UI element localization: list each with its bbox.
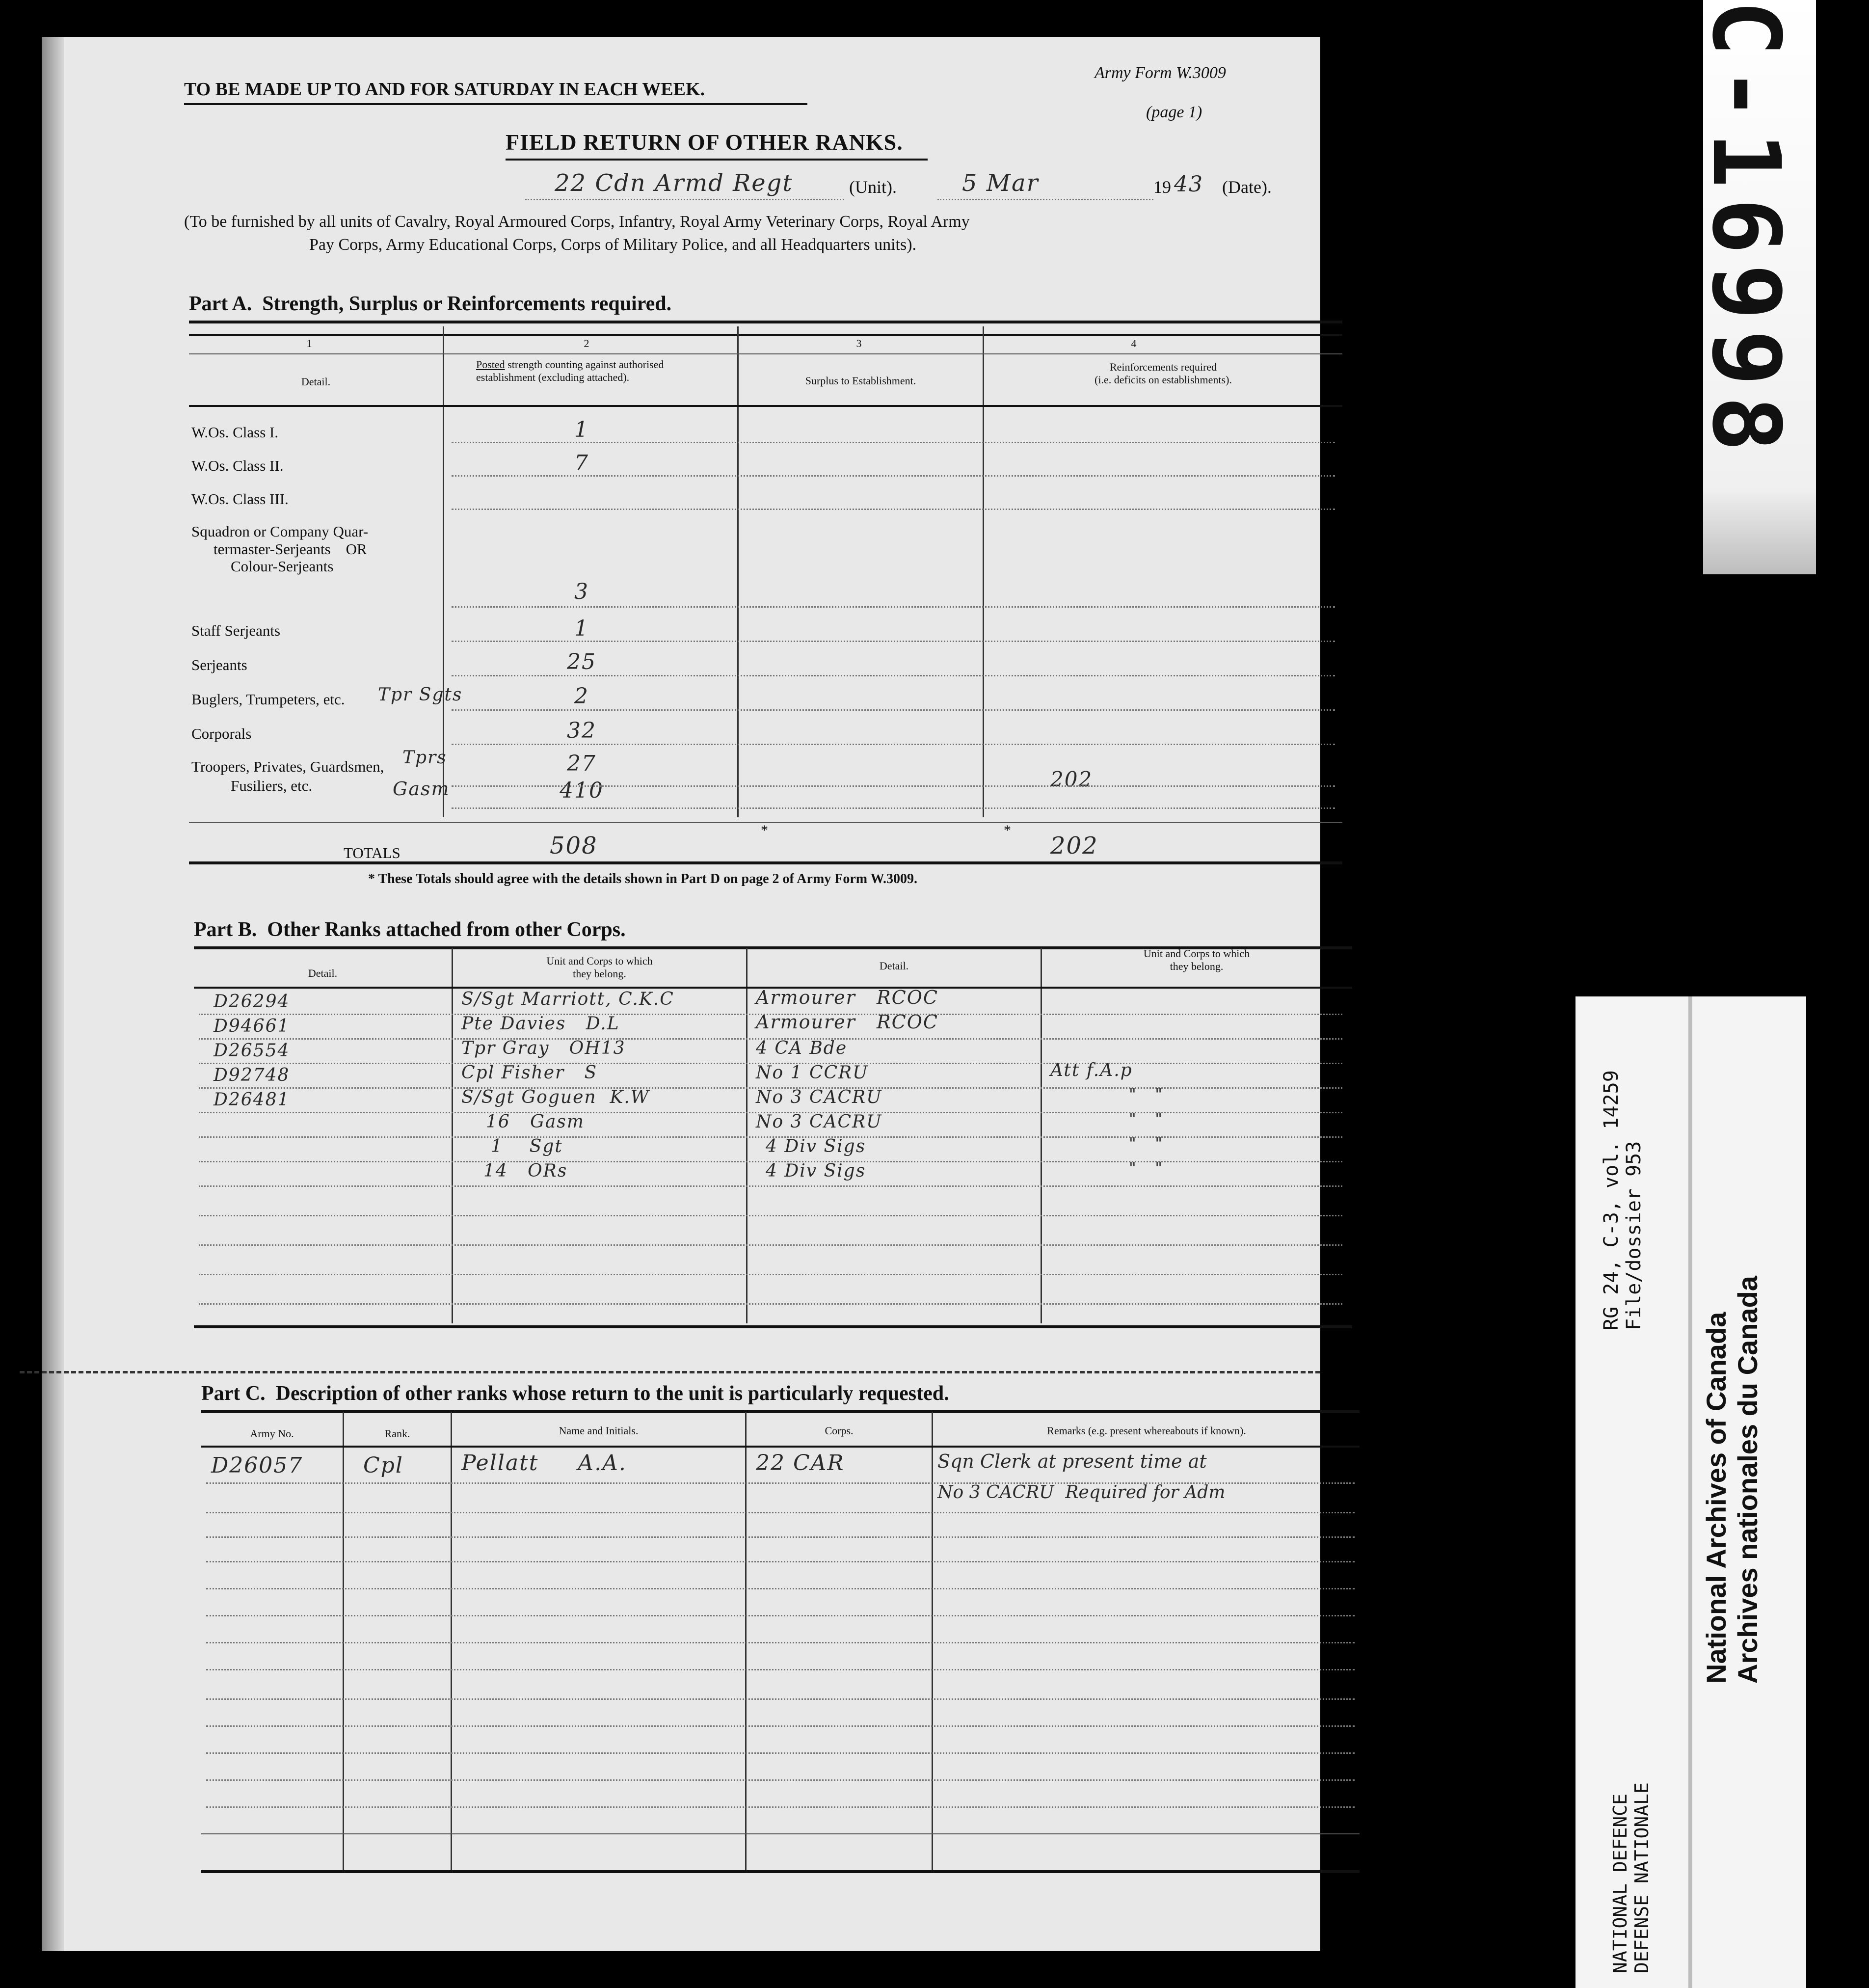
posted-buglers: 2 (574, 684, 589, 709)
row-label-corporals: Corporals (191, 725, 252, 742)
form-title-underline (506, 159, 928, 161)
furnish-note-line-2: Pay Corps, Army Educational Corps, Corps of Military Police, and all Headquarters units). (309, 236, 917, 254)
part-b-rule-9 (199, 1215, 1342, 1216)
posted-corporals: 32 (567, 718, 596, 743)
national-archives-line-2: Archives nationales du Canada (1732, 1276, 1763, 1684)
row-rule-4 (452, 606, 1335, 608)
part-c-rule-6 (206, 1615, 1355, 1616)
part-b-row-1-detail: Armourer RCOC (756, 987, 938, 1008)
part-c-col-remarks: Remarks (e.g. present whereabouts if known). (1047, 1424, 1246, 1437)
row-rule-5 (452, 641, 1335, 642)
part-b-row-5-unit: " " (1129, 1085, 1163, 1103)
row-label-wo-class-1: W.Os. Class I. (191, 424, 279, 441)
row-rule-10 (452, 807, 1335, 809)
part-a-bottom-rule (189, 861, 1342, 864)
row-rule-2 (452, 475, 1335, 477)
part-c-row-1-corps: 22 CAR (756, 1451, 845, 1476)
row-label-qm-line-3: Colour-Serjeants (231, 558, 334, 575)
part-b-row-3-name: Tpr Gray OH13 (461, 1038, 626, 1058)
part-b-row-7-name: 1 Sgt (491, 1136, 563, 1156)
row-rule-6 (452, 675, 1335, 676)
col-number-1: 1 (306, 337, 312, 349)
reference-line-1: RG 24, C-3, vol. 14259 (1600, 1070, 1623, 1330)
part-c-col-divider-3 (745, 1412, 747, 1871)
part-c-rule-14 (201, 1833, 1360, 1834)
part-c-rule-7 (206, 1642, 1355, 1643)
year-prefix: 19 (1153, 177, 1171, 197)
header-instruction: TO BE MADE UP TO AND FOR SATURDAY IN EACH WEEK. (184, 79, 705, 100)
part-b-row-4-unit: Att f.A.p (1050, 1060, 1133, 1080)
totals-posted: 508 (550, 832, 598, 860)
row-rule-8 (452, 744, 1335, 745)
part-a-header-rule (189, 334, 1342, 336)
unit-value: 22 Cdn Armd Regt (555, 169, 793, 197)
part-a-header-bottom-rule (189, 405, 1342, 407)
perforation-line (20, 1371, 1320, 1373)
part-c-rule-9 (206, 1698, 1355, 1700)
part-b-col-detail-2: Detail. (879, 960, 909, 972)
part-b-row-4-no: D92748 (214, 1065, 290, 1085)
part-b-row-8-detail: 4 Div Sigs (766, 1161, 866, 1181)
col-header-reinf-line-2: (i.e. deficits on establishments). (1095, 374, 1232, 386)
row-label-troopers (191, 757, 384, 796)
totals-reinf-star: * (1004, 822, 1011, 838)
part-b-row-1-name: S/Sgt Marriott, C.K.C (461, 989, 674, 1009)
header-instruction-underline (184, 103, 807, 105)
part-b-col-divider-2 (746, 948, 748, 1323)
form-id: Army Form W.3009 (1095, 64, 1226, 82)
part-b-bottom-rule (194, 1325, 1352, 1328)
part-c-col-divider-1 (343, 1412, 344, 1871)
part-b-row-6-unit: " " (1129, 1109, 1163, 1128)
part-b-col-divider-1 (452, 948, 453, 1323)
part-b-col-unit-line-1: Unit and Corps to which (546, 955, 653, 967)
part-c-col-rank: Rank. (384, 1427, 410, 1440)
year-suffix: 43 (1174, 172, 1203, 197)
part-b-row-2-detail: Armourer RCOC (756, 1011, 938, 1033)
unit-dotted-line (525, 199, 844, 200)
part-b-rule-8 (199, 1185, 1342, 1187)
row-label-staff-serjeants: Staff Serjeants (191, 622, 281, 639)
national-defence-text (1610, 1782, 1653, 1973)
part-c-rule-13 (206, 1806, 1355, 1808)
part-c-col-army-no: Army No. (250, 1427, 294, 1440)
posted-qm-serjeants: 3 (574, 579, 589, 604)
part-c-col-corps: Corps. (825, 1424, 854, 1437)
part-c-top-rule (201, 1410, 1360, 1413)
part-c-row-1-army-no: D26057 (211, 1453, 303, 1478)
col-header-posted-word: Posted (476, 358, 505, 371)
posted-troopers-gasm: 410 (560, 778, 604, 803)
part-a-footnote: * These Totals should agree with the details shown in Part D on page 2 of Army Form W.3009. (368, 871, 918, 887)
part-b-row-8-name: 14 ORs (483, 1161, 568, 1181)
row-rule-1 (452, 442, 1335, 443)
posted-wo-class-2: 7 (574, 451, 589, 476)
part-b-rule-12 (199, 1303, 1342, 1305)
part-b-row-4-name: Cpl Fisher S (461, 1063, 598, 1083)
part-c-rule-4 (206, 1561, 1355, 1562)
part-c-rule-2 (206, 1512, 1355, 1513)
frame-number: C-16998 (1692, 0, 1800, 462)
part-c-col-name: Name and Initials. (559, 1424, 639, 1437)
date-value: 5 Mar (962, 169, 1039, 197)
part-b-col-unit-2 (1042, 947, 1351, 973)
national-archives-text (1701, 1276, 1764, 1684)
part-a-heading: Part A. Strength, Surplus or Reinforcements required. (189, 293, 672, 315)
col-number-2: 2 (584, 337, 589, 349)
form-title: FIELD RETURN OF OTHER RANKS. (506, 130, 903, 155)
row-label-wo-class-3: W.Os. Class III. (191, 490, 289, 508)
part-b-row-5-name: S/Sgt Goguen K.W (461, 1087, 650, 1107)
part-c-rule-10 (206, 1725, 1355, 1727)
part-b-col-unit (453, 955, 746, 981)
col-header-reinf-line-1: Reinforcements required (1109, 361, 1217, 373)
col-header-surplus: Surplus to Establishment. (805, 375, 916, 387)
row-label-wo-class-2: W.Os. Class II. (191, 457, 284, 474)
part-c-row-1-name: Pellatt A.A. (461, 1451, 627, 1476)
row-label-serjeants: Serjeants (191, 656, 247, 673)
reinf-troopers: 202 (1050, 767, 1093, 791)
part-c-heading: Part C. Description of other ranks whose return to the unit is particularly requested. (201, 1382, 949, 1405)
posted-staff-serjeants: 1 (574, 616, 589, 641)
part-b-row-8-unit: " " (1129, 1158, 1163, 1177)
national-defence-line-1: NATIONAL DEFENCE (1609, 1793, 1631, 1973)
part-c-rule-5 (206, 1588, 1355, 1589)
part-b-col-unit2-line-1: Unit and Corps to which (1143, 947, 1250, 960)
posted-troopers-tprs: 27 (567, 751, 596, 776)
row-rule-3 (452, 509, 1335, 510)
part-b-row-3-detail: 4 CA Bde (756, 1038, 848, 1058)
part-b-row-5-detail: No 3 CACRU (756, 1087, 882, 1107)
furnish-note-line-1: (To be furnished by all units of Cavalry, Royal Armoured Corps, Infantry, Royal Army Veterinary Corps, Royal Army (184, 213, 970, 231)
page-label: (page 1) (1146, 103, 1202, 121)
part-c-col-divider-4 (932, 1412, 933, 1871)
part-a-col-divider-1 (443, 326, 444, 817)
frame-number-strip (1692, 0, 1816, 574)
part-b-row-5-no: D26481 (214, 1090, 290, 1110)
part-b-rule-11 (199, 1274, 1342, 1275)
part-c-header-rule (201, 1446, 1360, 1448)
row-label-troopers-line-2: Fusiliers, etc. (231, 777, 313, 794)
annot-troopers-tprs: Tprs (402, 748, 447, 768)
row-rule-9 (452, 785, 1335, 787)
col-header-posted (476, 358, 721, 384)
part-c-rule-12 (206, 1779, 1355, 1781)
col-header-reinforcements (984, 361, 1342, 387)
part-c-rule-8 (206, 1669, 1355, 1670)
row-rule-7 (452, 709, 1335, 711)
national-archives-line-1: National Archives of Canada (1701, 1312, 1732, 1684)
totals-surplus-star: * (761, 822, 768, 838)
totals-reinf: 202 (1050, 832, 1098, 860)
reference-line-2: File/dossier 953 (1623, 1141, 1645, 1330)
archives-label-strip (1575, 996, 1806, 1988)
part-b-col-unit2-line-2: they belong. (1170, 960, 1224, 973)
part-b-heading: Part B. Other Ranks attached from other Corps. (194, 918, 626, 941)
part-b-col-divider-3 (1041, 948, 1042, 1323)
row-label-buglers: Buglers, Trumpeters, etc. (191, 691, 345, 708)
col-number-4: 4 (1131, 337, 1137, 349)
totals-label: TOTALS (344, 844, 400, 861)
part-b-row-2-name: Pte Davies D.L (461, 1014, 620, 1034)
part-b-row-2-no: D94661 (214, 1016, 290, 1036)
col-header-detail: Detail. (301, 376, 331, 388)
col-number-rule (189, 353, 1342, 354)
part-a-top-rule (189, 321, 1342, 323)
part-c-row-1-rank: Cpl (363, 1453, 403, 1478)
part-b-row-6-detail: No 3 CACRU (756, 1112, 882, 1132)
part-b-col-unit-line-2: they belong. (573, 967, 626, 980)
part-c-rule-3 (206, 1536, 1355, 1538)
part-b-col-detail: Detail. (308, 967, 338, 979)
row-label-troopers-line-1: Troopers, Privates, Guardsmen, (191, 758, 384, 775)
part-b-row-6-name: 16 Gasm (486, 1112, 585, 1132)
part-b-row-1-no: D26294 (214, 992, 290, 1012)
row-label-qm-line-1: Squadron or Company Quar- (191, 523, 369, 540)
part-b-row-7-unit: " " (1129, 1134, 1163, 1153)
row-label-qm-serjeants (191, 523, 442, 575)
page-edge-shadow (42, 37, 64, 1951)
annot-troopers-gasm: Gasm (393, 778, 450, 800)
annot-buglers: Tpr Sgts (378, 685, 463, 705)
part-c-row-1-remarks-1: Sqn Clerk at present time at (937, 1451, 1207, 1472)
reference-text (1600, 1070, 1645, 1330)
part-b-rule-10 (199, 1244, 1342, 1246)
posted-serjeants: 25 (567, 649, 596, 674)
posted-wo-class-1: 1 (574, 417, 589, 442)
part-b-row-7-detail: 4 Div Sigs (766, 1136, 866, 1156)
date-label: (Date). (1222, 177, 1272, 197)
label-strip-divider (1688, 996, 1692, 1988)
row-label-qm-line-2: termaster-Serjeants OR (214, 540, 367, 558)
part-b-row-4-detail: No 1 CCRU (756, 1063, 869, 1083)
date-dotted-line (937, 199, 1153, 200)
part-b-row-3-no: D26554 (214, 1041, 290, 1061)
part-c-row-1-remarks-2: No 3 CACRU Required for Adm (937, 1482, 1226, 1503)
col-header-posted-rest: strength counting against authorised establishment (excluding attached). (476, 358, 664, 384)
national-defence-line-2: DEFENSE NATIONALE (1630, 1782, 1653, 1973)
part-c-col-divider-2 (451, 1412, 452, 1871)
col-number-3: 3 (856, 337, 862, 349)
form-page (64, 37, 1320, 1951)
unit-label: (Unit). (849, 177, 897, 197)
part-c-rule-11 (206, 1752, 1355, 1754)
part-c-bottom-rule (201, 1870, 1360, 1873)
